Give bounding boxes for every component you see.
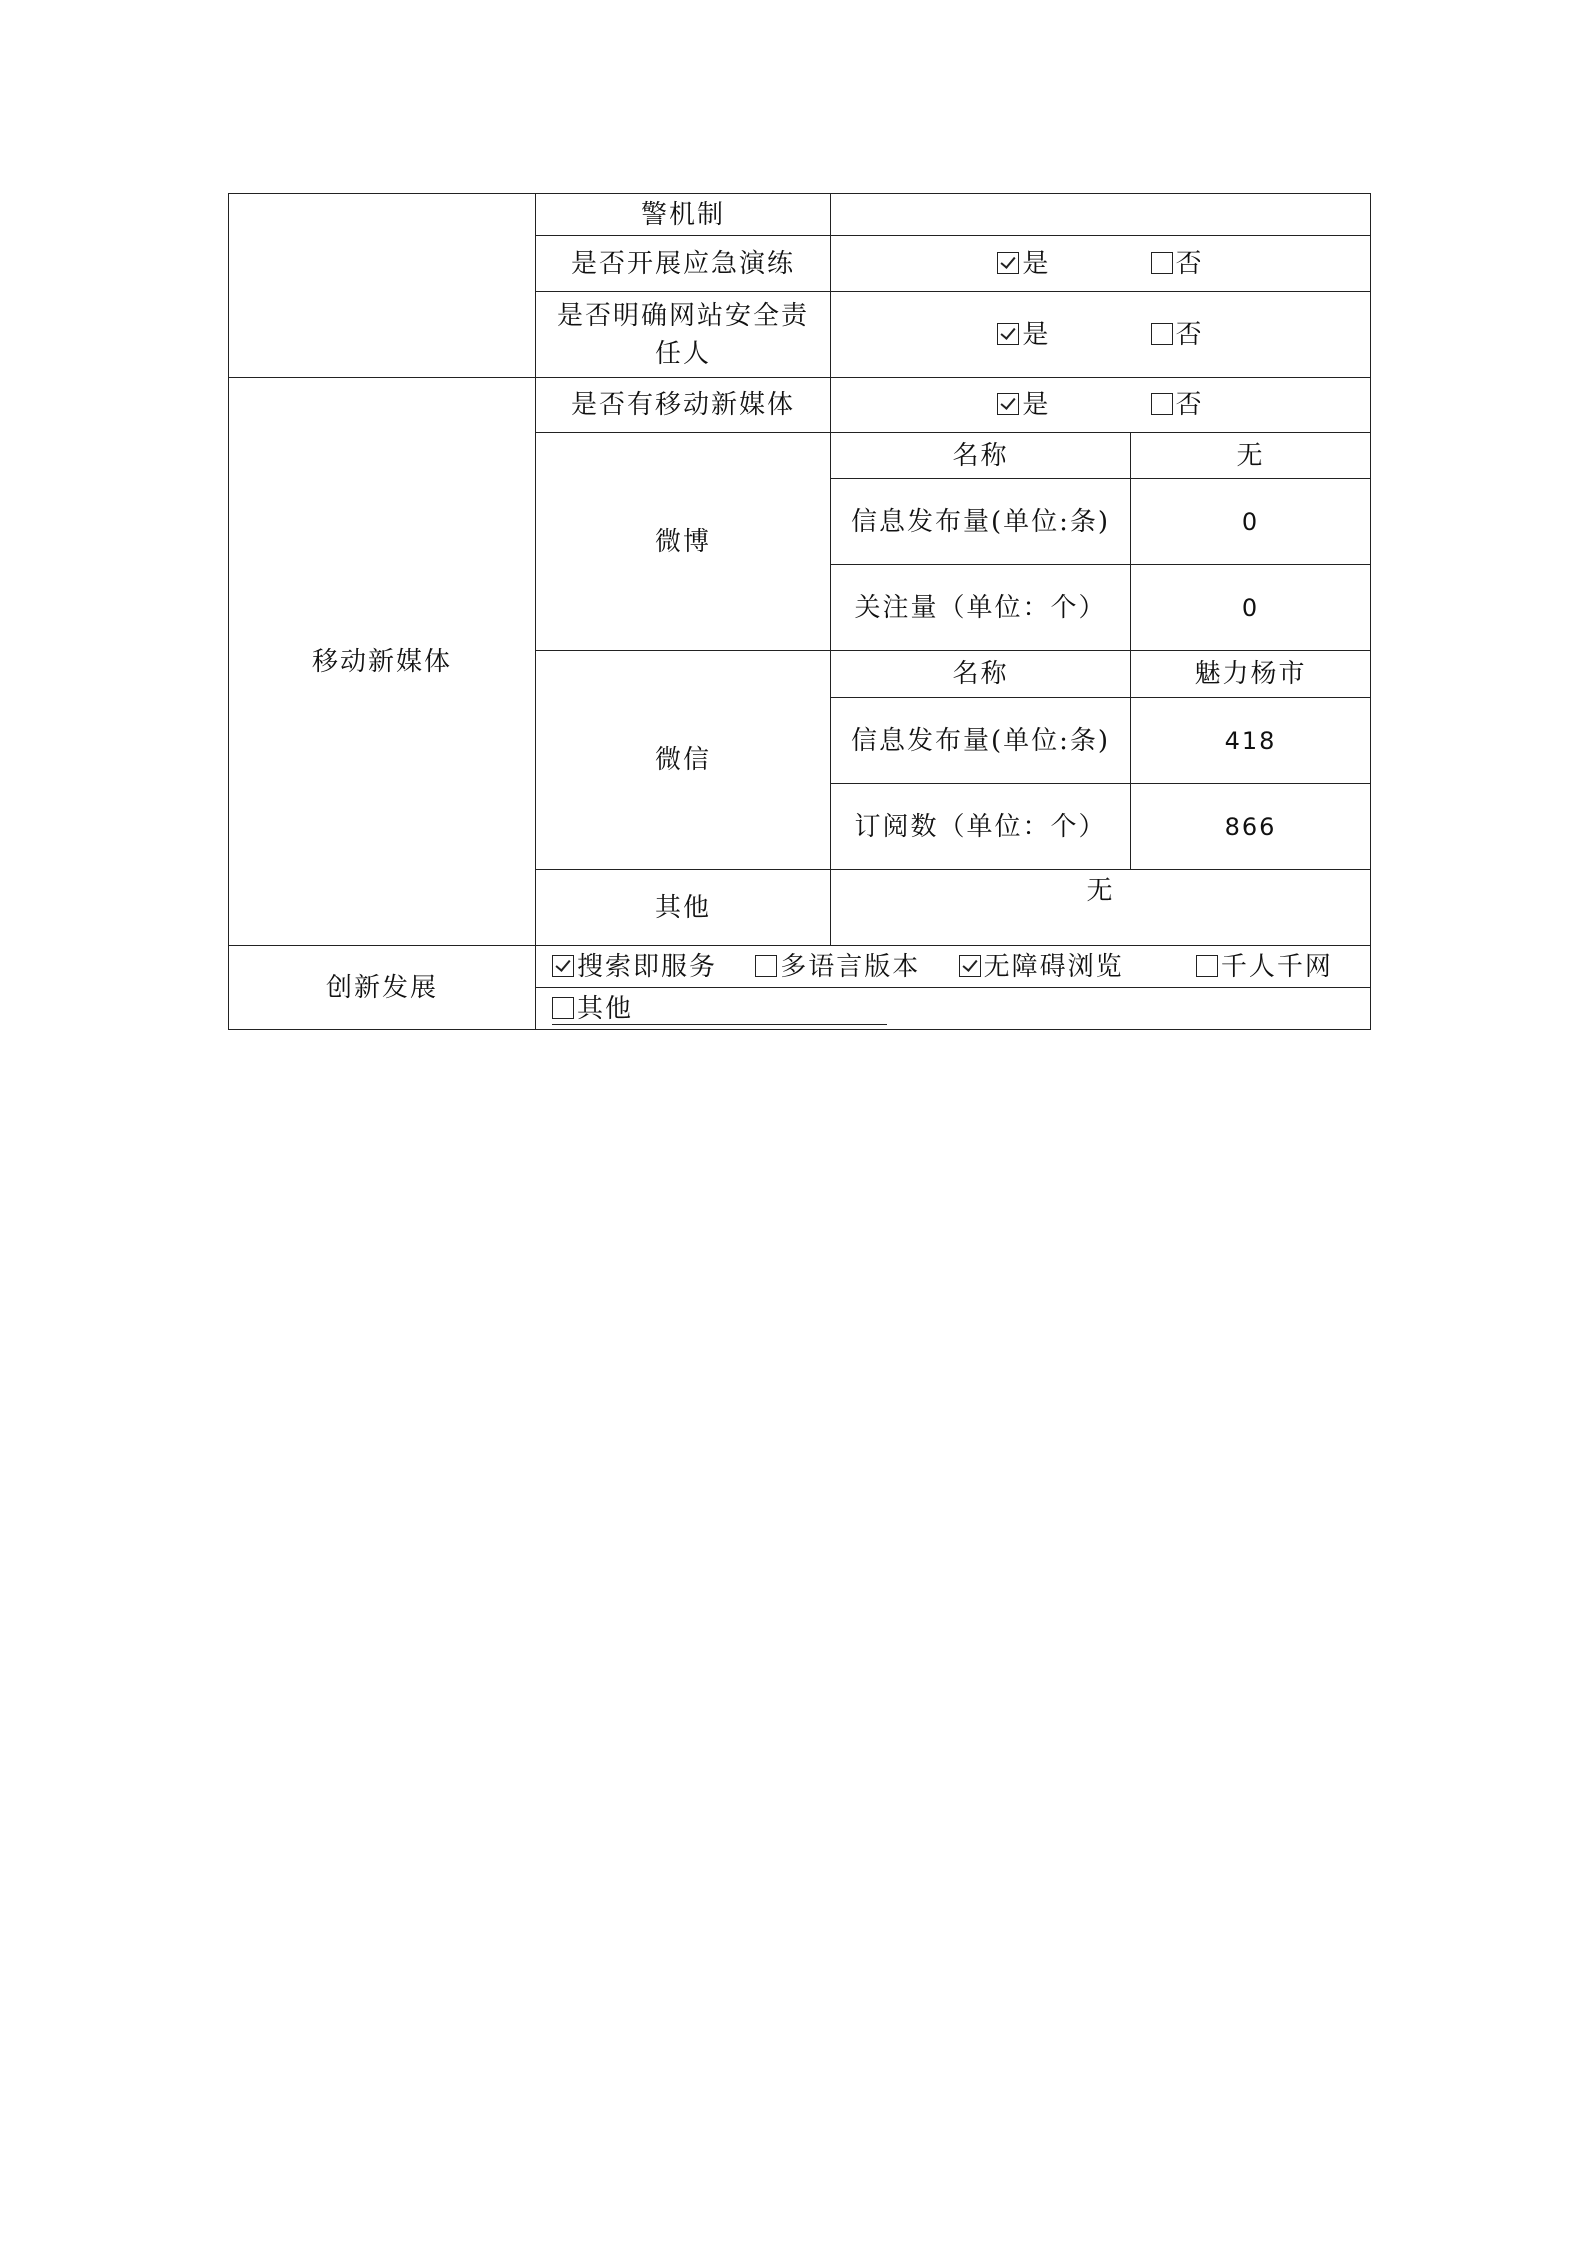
- wechat-subs-value: 866: [1131, 784, 1371, 870]
- empty-box-icon: [1196, 955, 1218, 977]
- empty-box-icon: [755, 955, 777, 977]
- weibo-name-value: 无: [1131, 433, 1371, 479]
- other-media-label: 其他: [536, 870, 831, 946]
- row-label-mechanism: 警机制: [536, 194, 831, 236]
- innovation-other-cell: [536, 988, 1371, 1030]
- innov-other-option[interactable]: [552, 994, 887, 1025]
- mobile-section-label: 移动新媒体: [229, 378, 536, 946]
- innov-multilang-option[interactable]: [755, 948, 920, 986]
- report-table: [228, 193, 1371, 1030]
- mechanism-value-cell: [831, 194, 1371, 236]
- option-label: 其他: [577, 993, 634, 1024]
- security-section-cell: [229, 194, 536, 378]
- responsible-no-option[interactable]: [1151, 316, 1204, 354]
- option-label: 搜索即服务: [577, 951, 718, 982]
- option-label: 否: [1175, 390, 1204, 420]
- table-row: [229, 946, 1371, 988]
- option-label: 无障碍浏览: [983, 951, 1124, 982]
- weibo-label: 微博: [536, 433, 831, 651]
- empty-box-icon: [552, 997, 574, 1019]
- weibo-posts-label: 信息发布量(单位:条): [831, 479, 1131, 565]
- innov-search-option[interactable]: [552, 948, 717, 986]
- row-label-drill: 是否开展应急演练: [536, 236, 831, 292]
- innov-accessible-option[interactable]: [959, 948, 1124, 986]
- weibo-posts-value: 0: [1131, 479, 1371, 565]
- wechat-label: 微信: [536, 651, 831, 870]
- empty-box-icon: [1151, 252, 1173, 274]
- responsible-yes-option[interactable]: [997, 316, 1050, 354]
- option-label: 多语言版本: [780, 951, 921, 982]
- table-row: [229, 194, 1371, 236]
- row-label-has-mobile: 是否有移动新媒体: [536, 378, 831, 433]
- innovation-options: [536, 946, 1371, 988]
- checked-box-icon: [997, 252, 1019, 274]
- weibo-followers-label: 关注量（单位：个）: [831, 565, 1131, 651]
- empty-box-icon: [1151, 393, 1173, 415]
- drill-options: [831, 236, 1371, 292]
- checked-box-icon: [997, 393, 1019, 415]
- innovation-section-label: 创新发展: [229, 946, 536, 1030]
- drill-no-option[interactable]: [1151, 245, 1204, 283]
- wechat-posts-label: 信息发布量(单位:条): [831, 698, 1131, 784]
- option-label: 是: [1022, 319, 1051, 350]
- checked-box-icon: [552, 955, 574, 977]
- weibo-followers-value: 0: [1131, 565, 1371, 651]
- option-label: 是: [1022, 390, 1051, 420]
- option-label: 千人千网: [1220, 951, 1333, 982]
- checked-box-icon: [959, 955, 981, 977]
- option-label: 否: [1175, 319, 1204, 350]
- wechat-posts-value: 418: [1131, 698, 1371, 784]
- wechat-name-label: 名称: [831, 651, 1131, 698]
- option-label: 是: [1022, 248, 1051, 279]
- has-mobile-no-option[interactable]: [1151, 386, 1204, 424]
- other-media-value: 无: [831, 870, 1371, 946]
- has-mobile-yes-option[interactable]: [997, 386, 1050, 424]
- checked-box-icon: [997, 323, 1019, 345]
- has-mobile-options: [831, 378, 1371, 433]
- weibo-name-label: 名称: [831, 433, 1131, 479]
- wechat-name-value: 魅力杨市: [1131, 651, 1371, 698]
- innov-personalized-option[interactable]: [1196, 948, 1333, 986]
- wechat-subs-label: 订阅数（单位：个）: [831, 784, 1131, 870]
- table-row: [229, 378, 1371, 433]
- drill-yes-option[interactable]: [997, 245, 1050, 283]
- empty-box-icon: [1151, 323, 1173, 345]
- option-label: 否: [1175, 248, 1204, 279]
- row-label-responsible: 是否明确网站安全责任人: [536, 292, 831, 378]
- responsible-options: [831, 292, 1371, 378]
